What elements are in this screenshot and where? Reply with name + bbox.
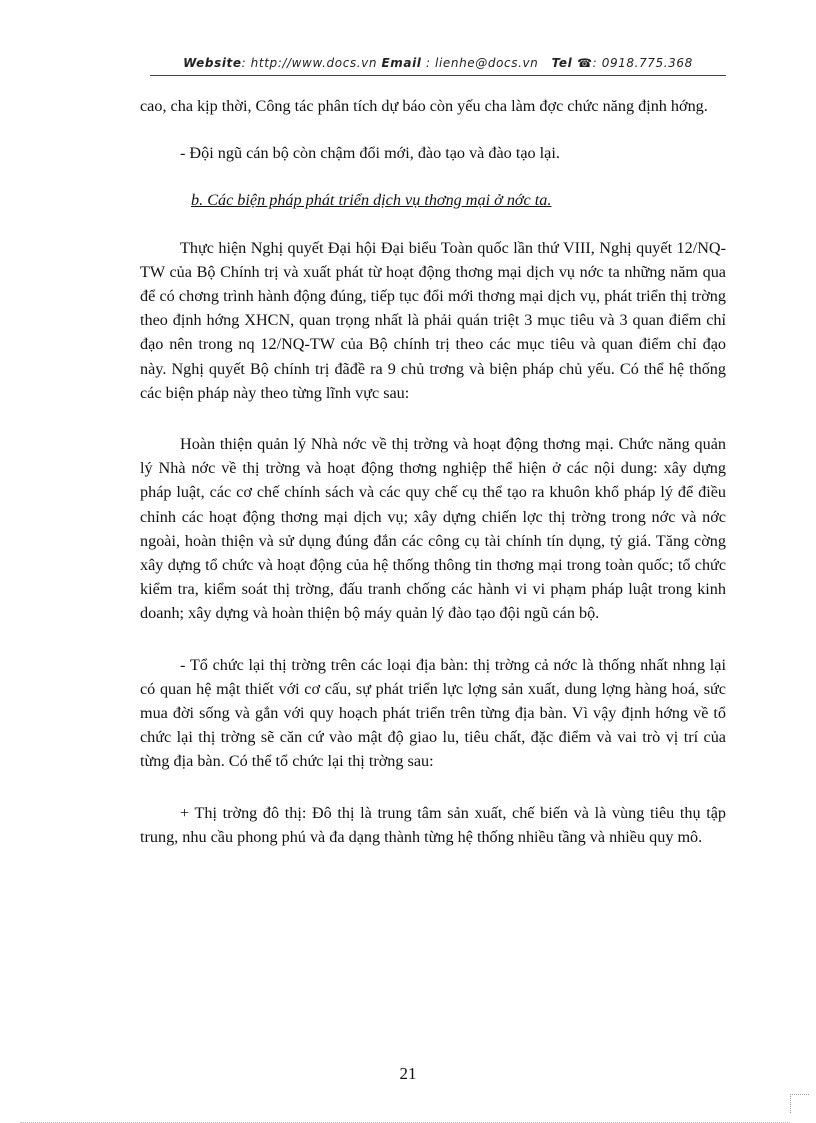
paragraph-bullet-staff: - Đội ngũ cán bộ còn chậm đổi mới, đào tạo và đào tạo lại. bbox=[180, 144, 560, 163]
paragraph-resolution: Thực hiện Nghị quyết Đại hội Đại biểu Toàn quốc lần thứ VIII, Nghị quyết 12/NQ-TW của Bộ Chính trị và xuất phát từ hoạt động thơng mại dịch vụ nớc ta những năm qua để có chơng trình hành động đúng, tiếp tục đổi mới thơng mại dịch vụ, phát triển thị trờng theo định hớng XHCN, quan trọng nhất là phải quán triệt 3 mục tiêu và 3 quan điểm chỉ đạo nên trong nq 12/NQ-TW của Bộ chính trị theo các mục tiêu và quan điểm chỉ đạo này. Nghị quyết Bộ chính trị đãđề ra 9 chủ trơng và biện pháp chủ yếu. Có thể hệ thống các biện pháp này theo từng lĩnh vực sau: bbox=[140, 238, 726, 402]
section-heading: b. Các biện pháp phát triển dịch vụ thơng mại ở nớc ta. bbox=[191, 191, 552, 210]
paragraph-state-management: Hoàn thiện quản lý Nhà nớc về thị trờng và hoạt động thơng mại. Chức năng quản lý Nhà nớc về thị trờng và hoạt động thơng nghiệp thể hiện ở các nội dung: xây dựng pháp luật, các cơ chế chính sách và các quy chế cụ thể tạo ra khuôn khổ pháp lý để điều chỉnh các hoạt động thơng mại dịch vụ; xây dựng chiến lợc thị trờng trong nớc và nớc ngoài, hoàn thiện và sử dụng đúng đắn các công cụ tài chính tín dụng, tỷ giá. Tăng cờng xây dựng tổ chức và hoạt động của hệ thống thông tin thơng mại trong toàn quốc; tổ chức kiểm tra, kiểm soát thị trờng, đấu tranh chống các hành vi vi phạm pháp luật trong kinh doanh; xây dựng và hoàn thiện bộ máy quản lý đào tạo đội ngũ cán bộ. bbox=[140, 435, 726, 623]
email-label: Email bbox=[381, 56, 422, 70]
paragraph-continuation: cao, cha kịp thời, Công tác phân tích dự báo còn yếu cha làm đợc chức năng định hớng. bbox=[140, 97, 708, 115]
page-header bbox=[150, 56, 726, 70]
document-body bbox=[140, 94, 726, 849]
tel-value: : 0918.775.368 bbox=[592, 56, 693, 70]
header-rule bbox=[150, 75, 726, 76]
website-label: Website bbox=[183, 56, 242, 70]
tel-label: Tel ☎ bbox=[551, 56, 593, 70]
email-value: : lienhe@docs.vn bbox=[425, 56, 539, 70]
paragraph-urban-market: + Thị trờng đô thị: Đô thị là trung tâm sản xuất, chế biến và là vùng tiêu thụ tập trung, nhu cầu phong phú và đa dạng thành từng hệ thống nhiều tầng và nhiều quy mô. bbox=[140, 803, 726, 846]
website-value: : http://www.docs.vn bbox=[241, 56, 378, 70]
corner-mark bbox=[790, 1094, 809, 1113]
paragraph-market-organization: - Tổ chức lại thị trờng trên các loại địa bàn: thị trờng cả nớc là thống nhất nhng lại có quan hệ mật thiết với cơ cấu, sự phát triển lực lợng sản xuất, dung lợng hàng hoá, sức mua đời sống và gắn với quy hoạch phát triển trên từng địa bàn. Vì vậy định hớng về tổ chức lại thị trờng sẽ căn cứ vào mật độ giao lu, tiêu chất, đặc điểm và vai trò vị trí của từng địa bàn. Có thể tổ chức lại thị trờng sau: bbox=[140, 655, 726, 771]
page-number: 21 bbox=[399, 1064, 417, 1083]
